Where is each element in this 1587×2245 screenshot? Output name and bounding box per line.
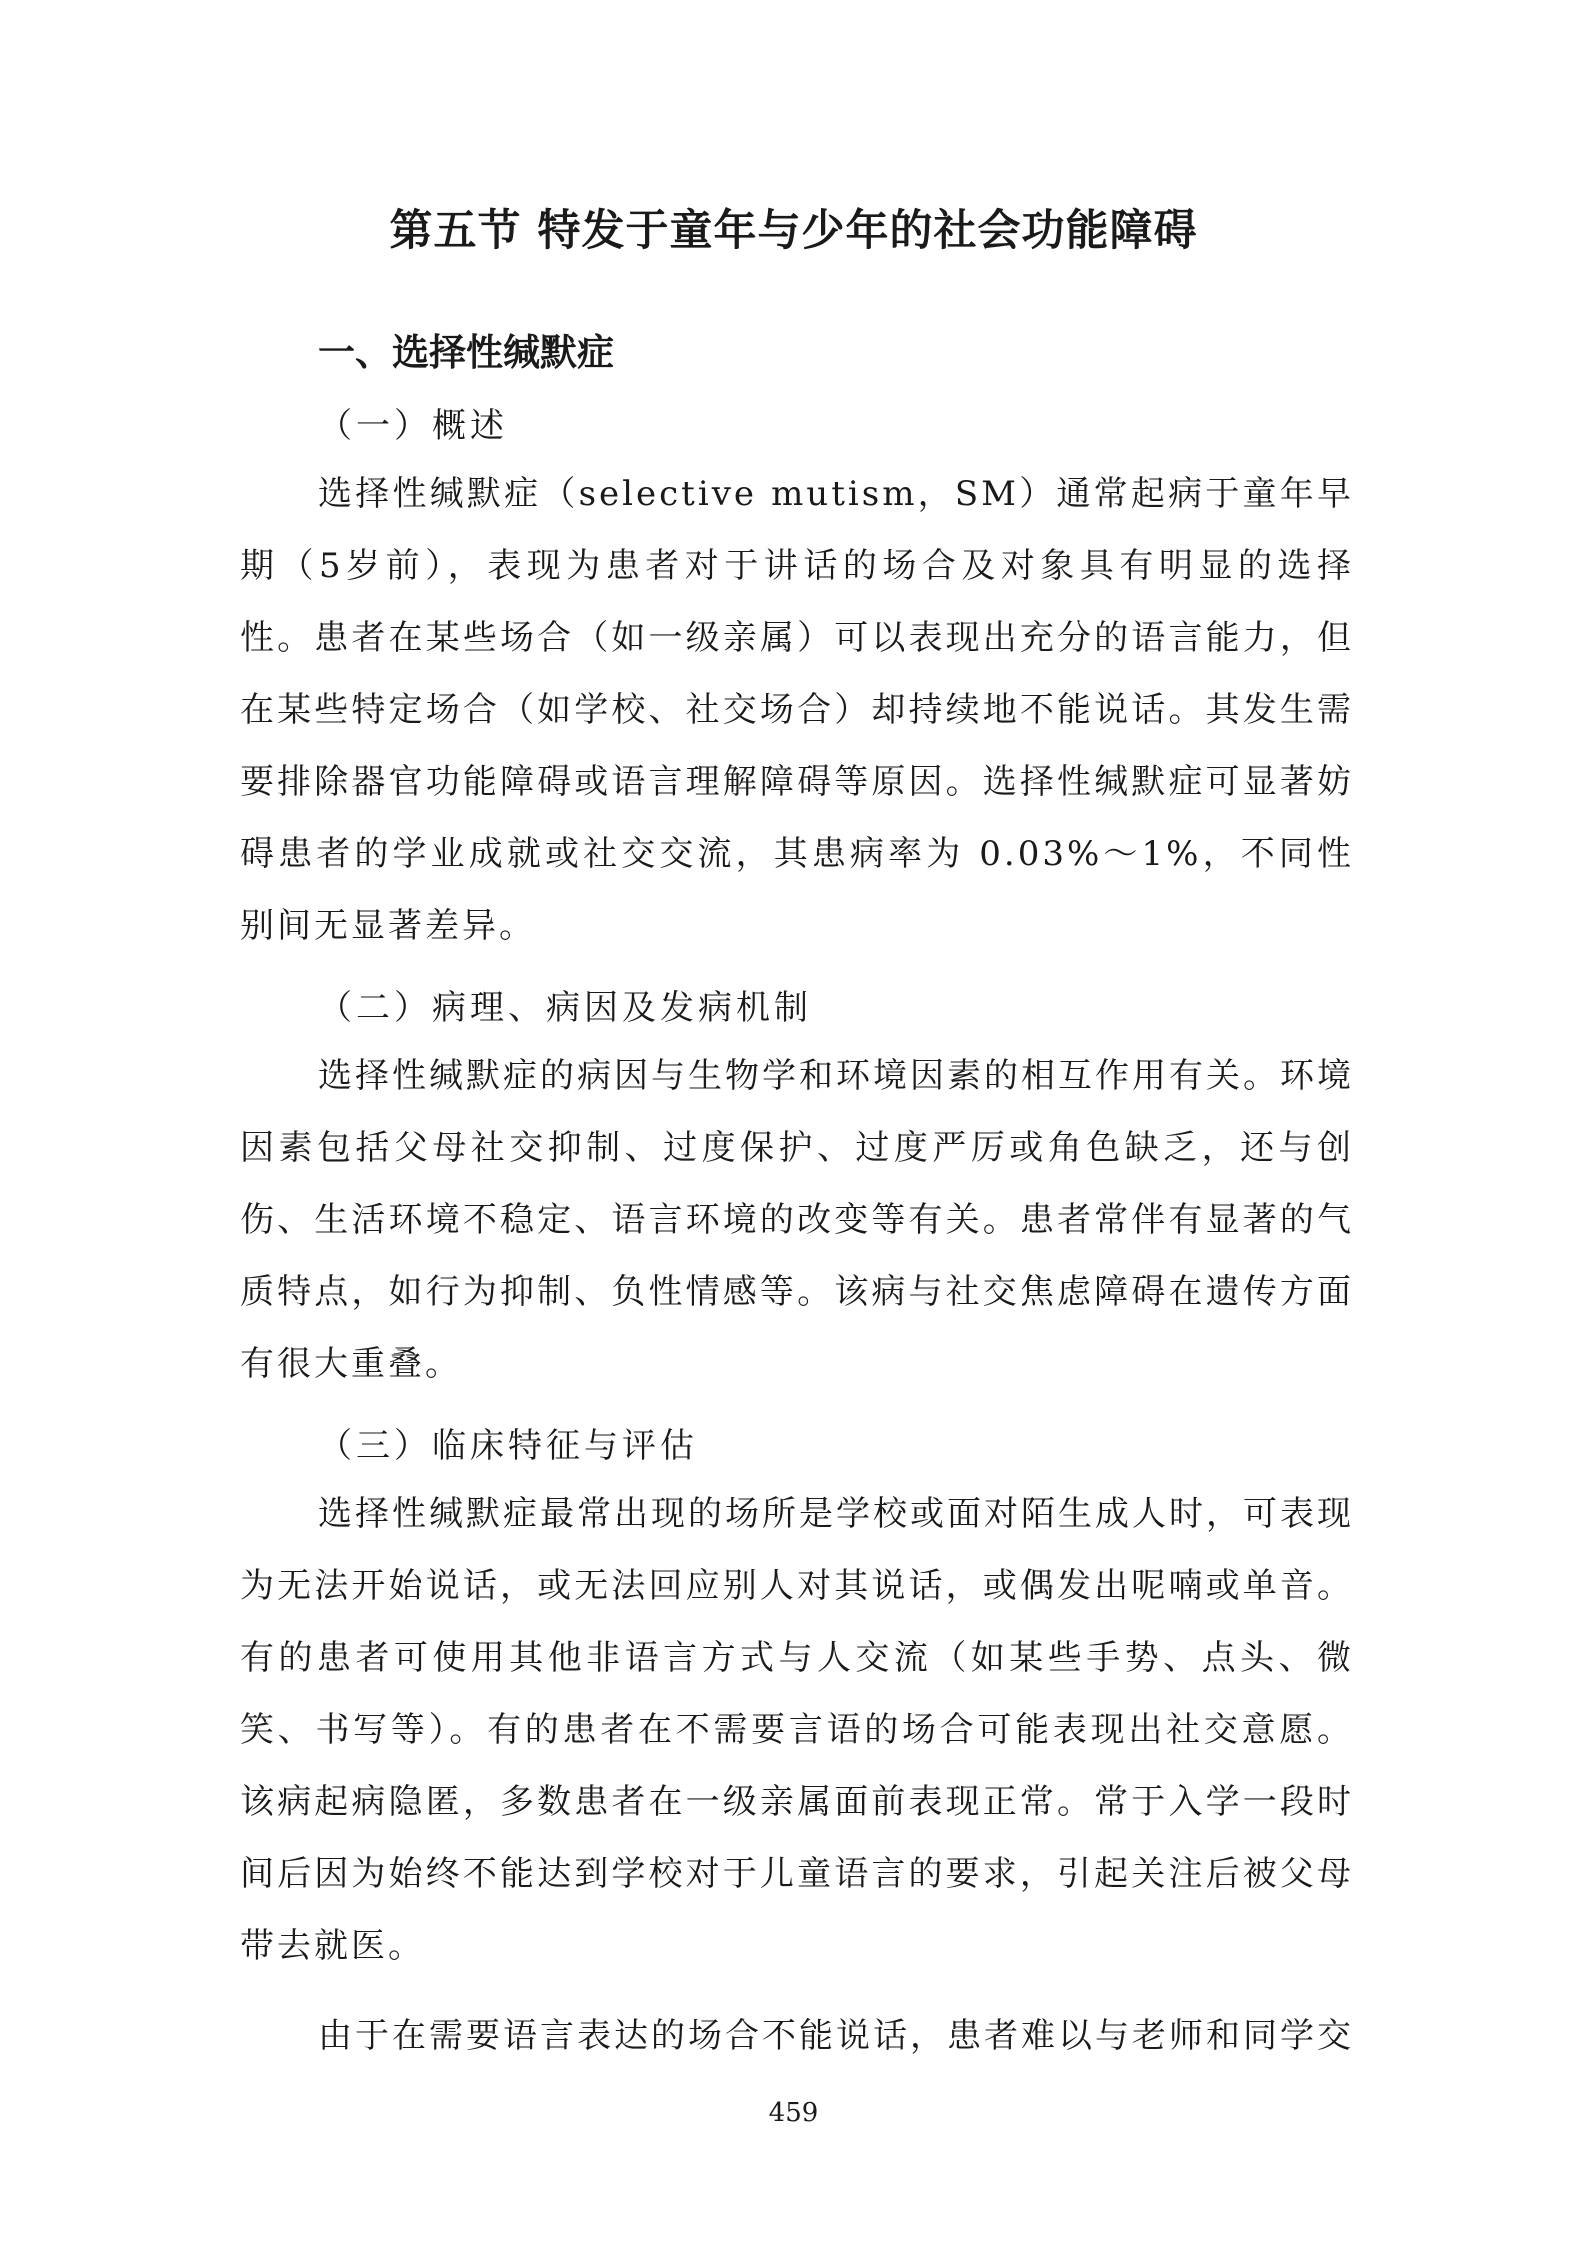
heading-selective-mutism: 一、选择性缄默症	[318, 331, 614, 374]
subheading-clinical-features: （三）临床特征与评估	[318, 1426, 698, 1466]
subheading-overview: （一）概述	[318, 406, 508, 446]
paragraph-clinical-features-2: 由于在需要语言表达的场合不能说话，患者难以与老师和同学交	[318, 2016, 1354, 2056]
subheading-etiology: （二）病理、病因及发病机制	[318, 988, 812, 1028]
paragraph-etiology: 选择性缄默症的病因与生物学和环境因素的相互作用有关。环境因素包括父母社交抑制、过度保护、过度严厉或角色缺乏，还与创伤、生活环境不稳定、语言环境的改变等有关。患者常伴有显著的气质特点，如行为抑制、负性情感等。该病与社交焦虑障碍在遗传方面有很大重叠。	[240, 1056, 1354, 1384]
paragraph-overview: 选择性缄默症（selective mutism，SM）通常起病于童年早期（5岁前），表现为患者对于讲话的场合及对象具有明显的选择性。患者在某些场合（如一级亲属）可以表现出充分的语言能力，但在某些特定场合（如学校、社交场合）却持续地不能说话。其发生需要排除器官功能障碍或语言理解障碍等原因。选择性缄默症可显著妨碍患者的学业成就或社交交流，其患病率为 0.03%～1%，不同性别间无显著差异。	[240, 474, 1354, 946]
section-title: 第五节 特发于童年与少年的社会功能障碍	[389, 206, 1198, 256]
paragraph-clinical-features-1: 选择性缄默症最常出现的场所是学校或面对陌生成人时，可表现为无法开始说话，或无法回应别人对其说话，或偶发出呢喃或单音。有的患者可使用其他非语言方式与人交流（如某些手势、点头、微笑、书写等）。有的患者在不需要言语的场合可能表现出社交意愿。该病起病隐匿，多数患者在一级亲属面前表现正常。常于入学一段时间后因为始终不能达到学校对于儿童语言的要求，引起关注后被父母带去就医。	[240, 1494, 1354, 1966]
page-number: 459	[768, 2098, 819, 2128]
